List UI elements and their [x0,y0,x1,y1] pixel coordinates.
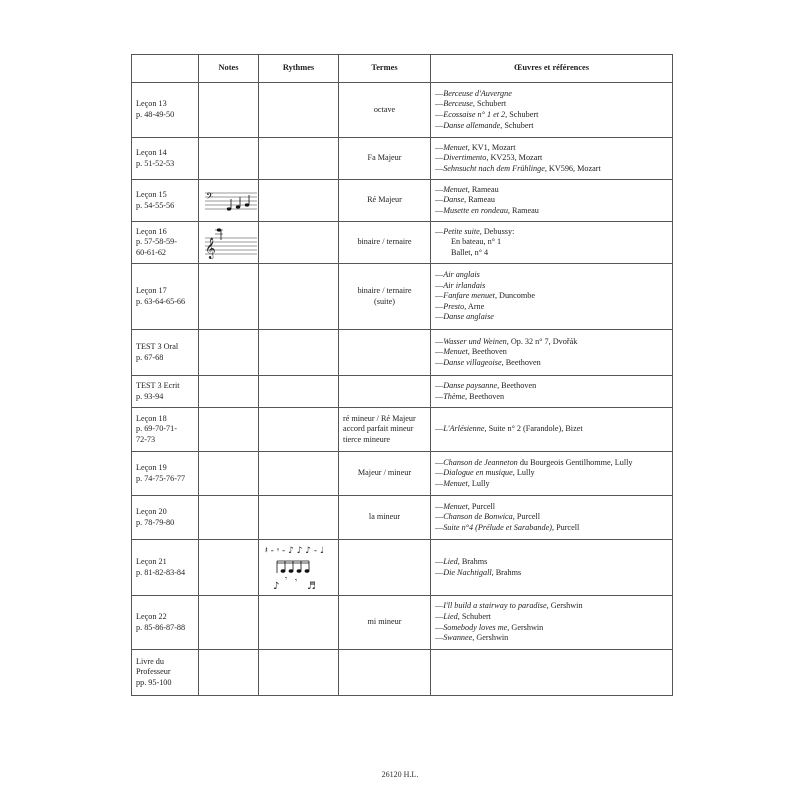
work-title: Fanfare menuet, [443,291,497,301]
work-line: —Berceuse, Schubert [435,99,507,109]
lesson-cell [132,83,199,138]
work-line: —Somebody loves me, Gershwin [435,622,544,632]
work-line: —Danse villageoise, Beethoven [435,357,541,367]
oeuvres-cell [431,138,673,180]
oeuvres-cell [431,222,673,264]
notes-cell [199,540,259,596]
work-line: —I'll build a stairway to paradise, Gershwin [435,601,583,611]
lesson-line: Professeur [136,667,171,677]
table-row [132,650,673,696]
work-line: —Divertimento, KV253, Mozart [435,153,543,163]
bass-clef-notes-icon [203,189,259,213]
table-row [132,138,673,180]
svg-text:𝄾: 𝄾 [285,573,288,583]
header-row [132,55,673,83]
work-title: Air anglais [443,270,480,280]
terme-line: binaire / ternaire [357,237,412,247]
lesson-line: Leçon 13 [136,99,167,109]
work-title: Danse anglaise [443,312,494,322]
lesson-line: p. 74-75-76-77 [136,473,186,483]
termes-cell [339,596,431,650]
rythmes-cell [259,264,339,330]
work-composer: Gershwin [509,622,544,632]
rythmes-cell [259,330,339,376]
work-title: Die Nachtigall, [443,567,494,577]
work-line: —Die Nachtigall, Brahms [435,567,522,577]
table-row [132,596,673,650]
work-line: —Ecossaise n° 1 et 2, Schubert [435,110,539,119]
work-title: Air irlandais [443,280,486,290]
lesson-cell [132,596,199,650]
work-title: Wasser und Weinen, [443,336,509,346]
work-line: —Chanson de Jeanneton du Bourgeois Gentilhomme, Lully [435,457,633,467]
oeuvres-cell [431,83,673,138]
table-row [132,496,673,540]
lesson-cell [132,264,199,330]
termes-cell [339,330,431,376]
oeuvres-cell [431,596,673,650]
work-title: Swannee, [443,633,475,643]
work-title: L'Arlésienne, [443,424,487,434]
work-line: —Presto, Arne [435,301,485,311]
termes-cell [339,83,431,138]
work-title: Lied, [443,611,460,621]
work-line: —Berceuse d'Auvergne [435,88,512,98]
work-title: Menuet, [443,142,470,152]
lesson-line: Leçon 14 [136,147,167,157]
oeuvres-cell [431,264,673,330]
termes-cell [339,408,431,452]
oeuvres-cell [431,376,673,408]
work-line: —L'Arlésienne, Suite n° 2 (Farandole), Bizet [435,424,583,434]
lesson-cell [132,408,199,452]
work-line: —Menuet, Lully [435,478,490,488]
rythmes-cell [259,596,339,650]
lesson-cell [132,330,199,376]
work-title: Danse paysanne, [443,380,500,390]
lesson-line: Leçon 21 [136,556,167,566]
work-title: Lied, [443,556,460,566]
oeuvres-cell [431,452,673,496]
terme-line: Majeur / mineur [357,468,412,478]
table-row [132,408,673,452]
notes-cell [199,496,259,540]
svg-text:𝄾: 𝄾 [295,575,298,585]
oeuvres-cell [431,408,673,452]
svg-text:♬: ♬ [307,580,316,592]
work-line: —Danse, Rameau [435,195,496,205]
lesson-cell [132,222,199,264]
svg-text:𝄽 - 𝄾 - ♪ ♪ ♪ - ♩: 𝄽 - 𝄾 - ♪ ♪ ♪ - ♩ [265,545,325,556]
lesson-line: p. 93-94 [136,391,164,401]
oeuvres-cell [431,180,673,222]
work-line: —Menuet, Rameau [435,184,499,194]
work-title: Somebody loves me, [443,622,510,632]
lesson-line: p. 67-68 [136,352,164,362]
work-line: —Air irlandais [435,280,486,290]
lesson-line: Leçon 17 [136,285,167,295]
lesson-line: 72-73 [136,434,156,444]
header-lesson [132,55,199,83]
lesson-line: p. 69-70-71- [136,424,177,434]
work-line: —Petite suite, Debussy: [435,226,515,236]
terme-line: accord parfait mineur [343,424,414,434]
rythmes-cell [259,408,339,452]
lesson-line: p. 81-82-83-84 [136,567,186,577]
work-title: Berceuse, [443,99,475,109]
work-composer: Suite n° 2 (Farandole), Bizet [486,424,583,434]
work-line: —Sehnsucht nach dem Frühlinge, KV596, Mozart [435,163,601,173]
table-row [132,264,673,330]
work-title: Danse allemande, [443,120,503,130]
notes-cell [199,222,259,264]
work-subitem: Ballet, n° 4 [451,247,489,257]
work-title: Ecossaise n° 1 et 2, [443,110,508,119]
lesson-line: p. 78-79-80 [136,517,175,527]
lesson-line: Leçon 20 [136,506,167,516]
lesson-cell [132,496,199,540]
work-line: —Musette en rondeau, Rameau [435,205,539,215]
notes-cell [199,83,259,138]
rythmes-cell [259,138,339,180]
work-title: Presto, [443,301,467,311]
table-row [132,222,673,264]
notes-cell [199,650,259,696]
work-composer: KV596, Mozart [546,163,601,173]
work-composer: Beethoven [503,357,541,367]
rythmes-cell [259,650,339,696]
work-composer: Schubert [459,611,491,621]
lesson-line: Leçon 22 [136,611,167,621]
work-composer: Brahms [493,567,522,577]
work-title: Menuet, [443,347,470,357]
work-composer: Beethoven [499,380,537,390]
header-notes: Notes [199,55,259,83]
work-composer: Arne [466,301,485,311]
work-title: Menuet, [443,184,470,194]
svg-text:♪: ♪ [273,580,280,592]
work-title: Chanson de Bonwica, [443,512,515,522]
termes-cell [339,496,431,540]
work-composer: Rameau [466,195,496,205]
work-composer: Purcell [469,501,496,511]
terme-line: (suite) [374,296,395,306]
work-composer: Lully [469,478,490,488]
lesson-line: Livre du [136,656,164,666]
work-composer: Beethoven [467,391,505,401]
lesson-cell [132,180,199,222]
rythmes-cell [259,83,339,138]
work-title: Petite suite, [443,226,482,236]
terme-line: la mineur [368,512,401,522]
header-rythmes: Rythmes [259,55,339,83]
termes-cell [339,138,431,180]
rhythm-notation-icon [263,543,339,593]
termes-cell [339,222,431,264]
oeuvres-cell [431,496,673,540]
termes-cell [339,264,431,330]
terme-line: tierce mineure [343,434,391,444]
rythmes-cell [259,180,339,222]
work-title: Sehnsucht nach dem Frühlinge, [443,163,547,173]
work-composer: du Bourgeois Gentilhomme, Lully [517,457,633,467]
table-row [132,540,673,596]
notes-cell [199,376,259,408]
curriculum-table [131,54,673,696]
table-row [132,83,673,138]
notes-cell [199,408,259,452]
terme-line: octave [373,104,396,114]
lesson-line: Leçon 16 [136,226,167,236]
termes-cell [339,650,431,696]
terme-line: Ré Majeur [367,195,402,205]
work-composer: Op. 32 n° 7, Dvořák [508,336,578,346]
work-line: —Swannee, Gershwin [435,633,509,643]
work-line: —Wasser und Weinen, Op. 32 n° 7, Dvořák [435,336,578,346]
work-title: Danse villageoise, [443,357,504,367]
notes-cell [199,180,259,222]
lesson-line: Leçon 15 [136,189,167,199]
lesson-line: Leçon 19 [136,462,167,472]
work-composer: Schubert [502,120,534,130]
termes-cell [339,540,431,596]
lesson-line: p. 54-55-56 [136,200,175,210]
work-line: —Menuet, Beethoven [435,347,507,357]
notes-cell [199,264,259,330]
termes-cell [339,180,431,222]
work-composer: Brahms [459,556,488,566]
work-composer: KV1, Mozart [469,142,516,152]
work-composer: Gershwin [548,601,583,611]
work-line: —Chanson de Bonwica, Purcell [435,512,541,522]
work-title: Danse, [443,195,467,205]
work-composer: Purcell [554,522,580,532]
lesson-cell [132,138,199,180]
work-composer: Rameau [509,205,539,215]
lesson-line: p. 48-49-50 [136,110,175,119]
notes-cell [199,452,259,496]
work-composer: Duncombe [497,291,535,301]
work-subitem: En bateau, n° 1 [451,237,502,247]
work-composer: Purcell [514,512,541,522]
terme-line: mi mineur [367,617,402,627]
work-title: Menuet, [443,478,470,488]
svg-text:𝄢: 𝄢 [206,190,214,204]
work-line: —Menuet, Purcell [435,501,496,511]
work-composer: Schubert [474,99,507,109]
work-title: Berceuse d'Auvergne [443,88,512,98]
terme-line: Fa Majeur [367,153,402,163]
work-line: —Air anglais [435,270,480,280]
lesson-line: p. 51-52-53 [136,158,175,168]
work-title: Thème, [443,391,468,401]
work-title: Musette en rondeau, [443,205,510,215]
rythmes-cell [259,222,339,264]
work-composer: Lully [514,468,535,478]
rythmes-cell [259,452,339,496]
work-composer: KV253, Mozart [488,153,543,163]
lesson-line: TEST 3 Ecrit [136,380,180,390]
termes-cell [339,452,431,496]
work-composer: Debussy: [481,226,515,236]
work-title: Suite n°4 (Prélude et Sarabande), [443,522,555,532]
work-line: —Suite n°4 (Prélude et Sarabande), Purcell [435,522,580,532]
terme-line: ré mineur / Ré Majeur [343,413,416,423]
work-composer: Gershwin [474,633,509,643]
oeuvres-cell [431,330,673,376]
rythmes-cell [259,496,339,540]
rythmes-cell [259,376,339,408]
work-composer: Beethoven [469,347,507,357]
work-composer: Rameau [469,184,499,194]
work-line: —Danse allemande, Schubert [435,120,534,130]
notes-cell [199,138,259,180]
treble-clef-notes-icon [203,226,259,260]
header-oeuvres: Œuvres et références [431,55,673,83]
work-title: Menuet, [443,501,470,511]
lesson-cell [132,376,199,408]
table-row [132,376,673,408]
table-row [132,452,673,496]
lesson-line: pp. 95-100 [136,677,172,687]
lesson-line: 60-61-62 [136,247,167,257]
header-termes: Termes [339,55,431,83]
lesson-line: p. 57-58-59- [136,237,177,247]
table-row [132,180,673,222]
work-composer: Schubert [507,110,539,119]
page-footer: 26120 H.L. [381,770,419,779]
lesson-cell [132,650,199,696]
lesson-line: TEST 3 Oral [136,341,179,351]
lesson-cell [132,452,199,496]
oeuvres-cell [431,650,673,696]
lesson-line: Leçon 18 [136,413,167,423]
work-line: —Danse anglaise [435,312,494,322]
terme-line: binaire / ternaire [357,285,412,295]
notes-cell [199,596,259,650]
work-title: I'll build a stairway to paradise, [443,601,549,611]
work-title: Dialogue en musique, [443,468,515,478]
oeuvres-cell [431,540,673,596]
rythmes-cell [259,540,339,596]
work-line: —Fanfare menuet, Duncombe [435,291,535,301]
work-line: —Dialogue en musique, Lully [435,468,535,478]
work-line: —Lied, Brahms [435,556,488,566]
work-line: —Menuet, KV1, Mozart [435,142,516,152]
lesson-cell [132,540,199,596]
work-line: —Danse paysanne, Beethoven [435,380,537,390]
lesson-line: p. 63-64-65-66 [136,296,186,306]
lesson-line: p. 85-86-87-88 [136,622,186,632]
work-title: Divertimento, [443,153,489,163]
table-row [132,330,673,376]
svg-text:𝄞: 𝄞 [205,237,216,259]
notes-cell [199,330,259,376]
work-line: —Lied, Schubert [435,611,491,621]
work-title: Chanson de Jeanneton [443,457,518,467]
termes-cell [339,376,431,408]
work-line: —Thème, Beethoven [435,391,505,401]
